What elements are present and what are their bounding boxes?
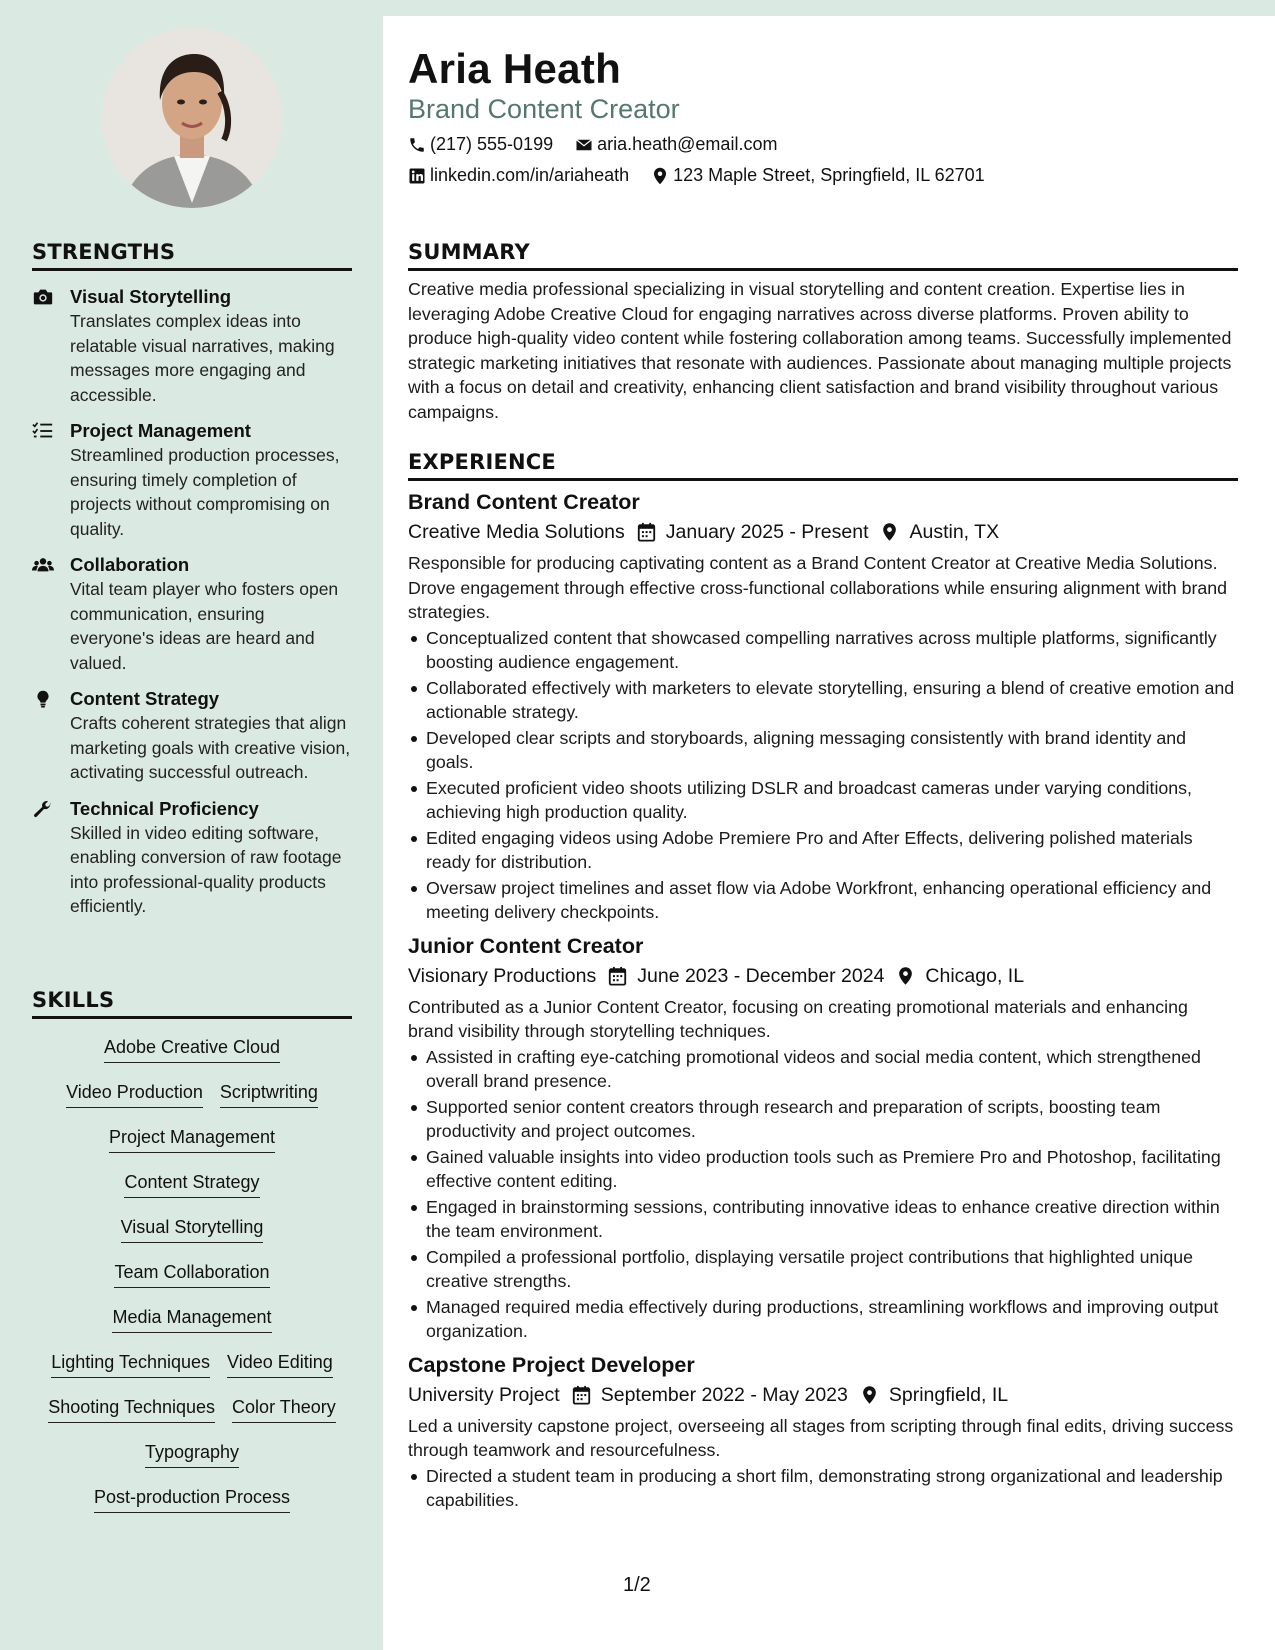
job-bullet: Gained valuable insights into video production tools such as Premiere Pro and Photoshop, facilitating effective content editing. <box>408 1145 1238 1194</box>
strength-title: Visual Storytelling <box>70 286 232 307</box>
wrench-icon <box>32 797 70 919</box>
map-pin-icon <box>896 966 915 986</box>
skill-tag: Adobe Creative Cloud <box>104 1036 280 1063</box>
contact-row-1 <box>408 134 799 155</box>
skill-row <box>32 1207 352 1252</box>
job-bullet: Compiled a professional portfolio, displaying versatile project contributions that highlighted unique creative strengths. <box>408 1245 1238 1294</box>
skill-row <box>32 1477 352 1522</box>
skill-row <box>32 1432 352 1477</box>
skill-row <box>32 1072 352 1117</box>
users-icon <box>32 553 70 675</box>
job-bullet: Assisted in crafting eye-catching promotional videos and social media content, which strengthened overall brand presence. <box>408 1045 1238 1094</box>
email-text: aria.heath@email.com <box>597 134 778 154</box>
job-location-text: Chicago, IL <box>925 964 1025 987</box>
job-title: Brand Content Creator <box>408 490 640 514</box>
skill-tag: Content Strategy <box>124 1171 259 1198</box>
job-bullet: Engaged in brainstorming sessions, contributing innovative ideas to enhance creative direction within the team environment. <box>408 1195 1238 1244</box>
job-location <box>860 1380 1008 1410</box>
job-entry <box>408 931 1238 1344</box>
job-dates <box>572 1380 848 1410</box>
strength-desc: Skilled in video editing software, enabling conversion of raw footage into professional-quality products efficiently. <box>70 822 342 916</box>
strength-title: Project Management <box>70 420 251 441</box>
job-bullet: Executed proficient video shoots utilizing DSLR and broadcast cameras under varying conditions, achieving high production quality. <box>408 776 1238 825</box>
main-content <box>383 16 1275 1650</box>
address-text: 123 Maple Street, Springfield, IL 62701 <box>673 165 985 185</box>
skill-row <box>32 1252 352 1297</box>
skills-list <box>32 1027 352 1522</box>
strengths-heading: STRENGTHS <box>32 240 352 271</box>
phone-text: (217) 555-0199 <box>430 134 554 154</box>
calendar-icon <box>608 966 627 986</box>
phone-contact <box>408 134 553 155</box>
linkedin-icon <box>408 167 426 185</box>
address-contact <box>651 165 985 186</box>
strength-item <box>32 687 352 785</box>
linkedin-contact <box>408 165 629 186</box>
summary-section <box>408 240 1238 424</box>
summary-text: Creative media professional specializing in visual storytelling and content creation. Expertise lies in leveraging Adobe Creative Cloud for engaging narratives across diverse platforms. Proven ability to produce high-quality video content while fostering collaboration among teams. Successfully implemented strategic marketing initiatives that resonate with audiences. Passionate about managing multiple projects with a focus on detail and creativity, enhancing client satisfaction and brand visibility throughout various campaigns. <box>408 279 1232 422</box>
strength-desc: Streamlined production processes, ensuring timely completion of projects without compromising on quality. <box>70 445 340 539</box>
job-location <box>880 517 999 547</box>
strength-item <box>32 553 352 675</box>
email-contact <box>575 134 777 155</box>
job-title: Junior Content Creator <box>408 933 644 958</box>
job-bullet: Edited engaging videos using Adobe Premiere Pro and After Effects, delivering polished materials ready for distribution. <box>408 826 1238 875</box>
job-meta <box>408 961 1238 991</box>
skill-tag: Project Management <box>109 1126 275 1153</box>
job-bullet: Directed a student team in producing a short film, demonstrating strong organizational and leadership capabilities. <box>408 1464 1238 1513</box>
linkedin-text: linkedin.com/in/ariaheath <box>430 165 630 185</box>
sidebar <box>0 0 383 1650</box>
skill-tag: Media Management <box>112 1306 271 1333</box>
candidate-title: Brand Content Creator <box>408 94 680 124</box>
job-dates-text: September 2022 - May 2023 <box>600 1383 848 1406</box>
job-bullet: Supported senior content creators through research and preparation of scripts, boosting team productivity and project outcomes. <box>408 1095 1238 1144</box>
skill-tag: Typography <box>145 1441 239 1468</box>
strength-title: Technical Proficiency <box>70 797 259 819</box>
profile-photo-image <box>102 28 282 208</box>
camera-icon <box>32 285 70 407</box>
lightbulb-icon <box>32 687 70 785</box>
job-entry <box>408 1350 1238 1513</box>
skill-row <box>32 1027 352 1072</box>
list-check-icon <box>32 419 70 541</box>
job-description: Responsible for producing captivating content as a Brand Content Creator at Creative Media Solutions. Drove engagement through effective cross-functional collaborations while ensuring alignment with brand strategies. <box>408 553 1228 622</box>
job-bullets <box>408 626 1238 925</box>
phone-icon <box>408 136 426 154</box>
job-location-text: Springfield, IL <box>888 1383 1009 1406</box>
contact-row-2 <box>408 165 1007 186</box>
skill-row <box>32 1162 352 1207</box>
job-dates <box>608 961 884 991</box>
skill-tag: Shooting Techniques <box>48 1396 215 1423</box>
job-dates-text: January 2025 - Present <box>665 521 869 543</box>
skills-heading: SKILLS <box>32 988 352 1019</box>
skill-row <box>32 1297 352 1342</box>
map-pin-icon <box>860 1385 879 1405</box>
skill-tag: Visual Storytelling <box>121 1216 264 1243</box>
skill-tag: Post-production Process <box>94 1486 290 1513</box>
job-description: Contributed as a Junior Content Creator, focusing on creating promotional materials and enhancing brand visibility through storytelling techniques. <box>408 996 1188 1041</box>
skill-tag: Video Production <box>66 1081 203 1108</box>
summary-heading: SUMMARY <box>408 240 1238 271</box>
job-description: Led a university capstone project, overseeing all stages from scripting through final edits, driving success through teamwork and resourcefulness. <box>408 1415 1234 1460</box>
skill-row <box>32 1342 352 1387</box>
strength-desc: Crafts coherent strategies that align marketing goals with creative vision, activating successful outreach. <box>70 713 351 782</box>
strength-title: Content Strategy <box>70 688 220 709</box>
strength-item <box>32 419 352 541</box>
skill-tag: Lighting Techniques <box>51 1351 210 1378</box>
job-location-text: Austin, TX <box>909 521 1000 543</box>
job-dates <box>637 517 869 547</box>
job-bullet: Collaborated effectively with marketers to elevate storytelling, ensuring a blend of creative emotion and actionable strategy. <box>408 676 1238 725</box>
skill-tag: Team Collaboration <box>114 1261 269 1288</box>
skill-row <box>32 1117 352 1162</box>
experience-section <box>408 450 1238 1514</box>
map-pin-icon <box>880 522 899 542</box>
job-bullets <box>408 1464 1238 1513</box>
candidate-name: Aria Heath <box>408 45 622 92</box>
skill-row <box>32 1387 352 1432</box>
job-meta <box>408 517 1238 547</box>
job-bullet: Oversaw project timelines and asset flow via Adobe Workfront, enhancing operational efficiency and meeting delivery checkpoints. <box>408 876 1238 925</box>
job-meta <box>408 1380 1238 1410</box>
job-bullet: Developed clear scripts and storyboards, aligning messaging consistently with brand identity and goals. <box>408 726 1238 775</box>
strength-title: Collaboration <box>70 554 190 575</box>
job-company: Visionary Productions <box>408 964 597 987</box>
job-bullet: Managed required media effectively during productions, streamlining workflows and improving output organization. <box>408 1295 1238 1344</box>
page-number: 1/2 <box>623 1574 651 1596</box>
strengths-section <box>32 240 352 919</box>
job-bullet: Conceptualized content that showcased compelling narratives across multiple platforms, significantly boosting audience engagement. <box>408 626 1238 675</box>
strength-desc: Translates complex ideas into relatable visual narratives, making messages more engaging and accessible. <box>70 311 335 405</box>
skill-tag: Color Theory <box>232 1396 336 1423</box>
job-entry <box>408 487 1238 925</box>
job-title: Capstone Project Developer <box>408 1352 695 1377</box>
skills-section <box>32 988 352 1522</box>
envelope-icon <box>575 136 593 154</box>
experience-heading: EXPERIENCE <box>408 450 1238 481</box>
skill-tag: Video Editing <box>227 1351 333 1378</box>
job-company: University Project <box>408 1383 560 1406</box>
job-dates-text: June 2023 - December 2024 <box>637 964 885 987</box>
map-pin-icon <box>651 167 669 185</box>
strength-item <box>32 285 352 407</box>
job-bullets <box>408 1045 1238 1344</box>
strength-desc: Vital team player who fosters open communication, ensuring everyone's ideas are heard and valued. <box>70 579 339 673</box>
strength-item <box>32 797 352 919</box>
calendar-icon <box>572 1385 591 1405</box>
calendar-icon <box>637 522 656 542</box>
skill-tag: Scriptwriting <box>220 1081 318 1108</box>
profile-photo <box>102 28 282 208</box>
job-location <box>896 961 1024 991</box>
job-company: Creative Media Solutions <box>408 521 625 543</box>
